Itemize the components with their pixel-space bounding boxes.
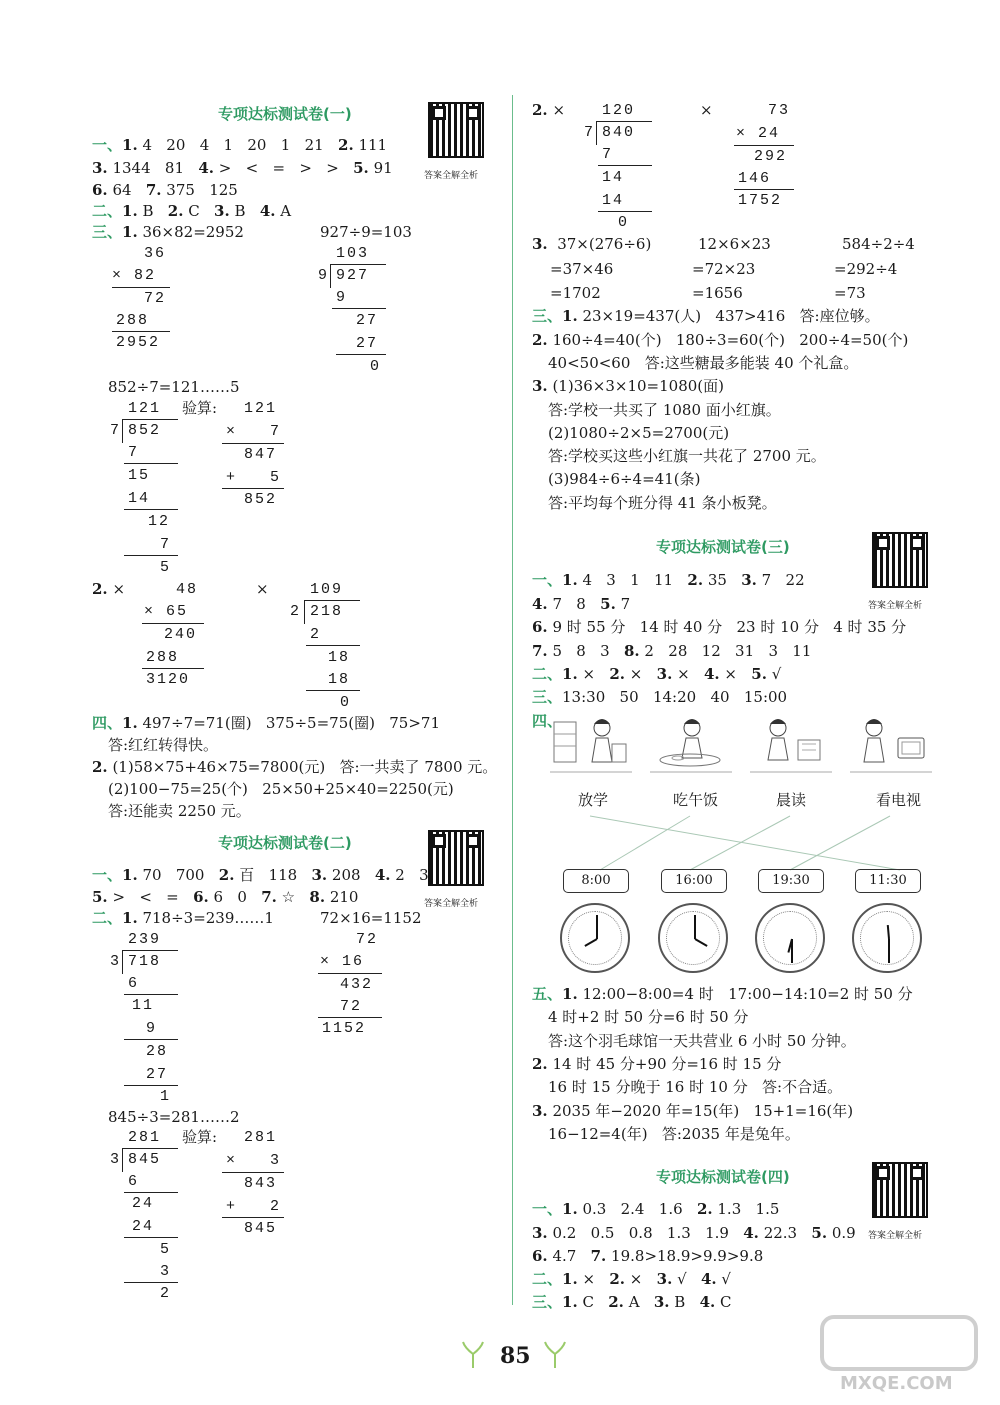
calc-digit: + 5 bbox=[226, 469, 282, 486]
calc-digit: 843 bbox=[244, 1175, 278, 1192]
calc-line bbox=[122, 1148, 178, 1149]
calc-line bbox=[122, 950, 178, 951]
calc-digit: 11 bbox=[132, 997, 155, 1014]
page-number: 85 bbox=[500, 1343, 531, 1369]
calc-digit: 3120 bbox=[146, 671, 191, 688]
clock-face-icon bbox=[560, 903, 630, 973]
calc-digit: 288 bbox=[146, 649, 180, 666]
answer-line: =72×23 bbox=[692, 260, 756, 278]
picture-label: 吃午饭 bbox=[673, 791, 719, 809]
calc-digit: 1 bbox=[160, 1088, 172, 1105]
calc-digit: 6 bbox=[128, 975, 140, 992]
answer-line: (2)1080÷2×5=2700(元) bbox=[548, 424, 730, 442]
calc-line bbox=[124, 555, 178, 556]
calc-digit: 72 bbox=[144, 290, 167, 307]
answer-line: 852÷7=121……5 bbox=[108, 378, 240, 396]
calc-digit: × 7 bbox=[226, 423, 282, 440]
calc-digit: × 3 bbox=[226, 1152, 282, 1169]
answer-line: 一、1. 4 20 4 1 20 1 21 2. 111 bbox=[92, 136, 388, 154]
calc-digit: 12 bbox=[148, 513, 171, 530]
calc-digit: 2952 bbox=[116, 334, 161, 351]
answer-line: 584÷2÷4 bbox=[842, 235, 915, 253]
answer-line: 五、1. 12:00−8:00=4 时 17:00−14:10=2 时 50 分 bbox=[532, 985, 913, 1003]
test-title-3: 专项达标测试卷(三) bbox=[656, 538, 790, 556]
calc-line bbox=[222, 1217, 284, 1218]
calc-digit: 0 bbox=[370, 358, 382, 375]
calc-digit: 288 bbox=[116, 312, 150, 329]
calc-line bbox=[734, 145, 794, 146]
calc-line bbox=[142, 623, 204, 624]
calc-digit: 109 bbox=[310, 581, 344, 598]
morning-reading-illustration bbox=[748, 714, 834, 776]
answer-line: 2. × bbox=[532, 101, 566, 119]
calc-digit: 845 bbox=[244, 1220, 278, 1237]
calc-line bbox=[124, 1192, 178, 1193]
calc-line bbox=[124, 1282, 178, 1283]
calc-digit: 36 bbox=[144, 245, 167, 262]
test-title-4: 专项达标测试卷(四) bbox=[656, 1168, 790, 1186]
calc-digit: 2 bbox=[160, 1285, 172, 1302]
picture-label: 晨读 bbox=[776, 791, 807, 809]
answer-line: 6. 4.7 7. 19.8>18.9>9.9>9.8 bbox=[532, 1247, 764, 1265]
calc-digit: 1152 bbox=[322, 1020, 367, 1037]
calc-line bbox=[222, 488, 284, 489]
calc-line bbox=[596, 121, 597, 145]
calc-digit: 218 bbox=[310, 603, 344, 620]
calc-line bbox=[306, 645, 360, 646]
calc-line bbox=[124, 463, 178, 464]
answer-line: 三、1. 23×19=437(人) 437>416 答:座位够。 bbox=[532, 307, 880, 325]
calc-line bbox=[734, 189, 794, 190]
qr-code-2[interactable] bbox=[428, 830, 484, 886]
calc-digit: 28 bbox=[146, 1043, 169, 1060]
calc-digit: 281 bbox=[128, 1129, 162, 1146]
calc-digit: + 2 bbox=[226, 1198, 282, 1215]
qr-caption-1: 答案全解全析 bbox=[424, 171, 479, 181]
qr-caption-3: 答案全解全析 bbox=[868, 601, 923, 611]
calc-digit: 48 bbox=[176, 581, 199, 598]
answer-line: 12×6×23 bbox=[698, 235, 771, 253]
calc-line bbox=[332, 308, 386, 309]
calc-digit: × 65 bbox=[144, 603, 189, 620]
calc-digit: 7 bbox=[128, 444, 140, 461]
calc-digit: × 82 bbox=[112, 267, 157, 284]
answer-line: 5. > < = 6. 6 0 7. ☆ 8. 210 bbox=[92, 888, 359, 906]
calc-line bbox=[222, 1172, 284, 1173]
calc-digit: 27 bbox=[146, 1066, 169, 1083]
answer-line: =37×46 bbox=[550, 260, 614, 278]
lunch-illustration bbox=[648, 714, 734, 776]
calc-digit: 6 bbox=[128, 1173, 140, 1190]
calc-line bbox=[122, 419, 123, 443]
calc-digit: 7 bbox=[602, 146, 614, 163]
section-label: 四、 bbox=[532, 712, 563, 730]
calc-line bbox=[318, 1017, 382, 1018]
calc-digit: 120 bbox=[602, 102, 636, 119]
calc-line bbox=[222, 443, 284, 444]
calc-digit: 0 bbox=[618, 214, 630, 231]
check-label: 验算: bbox=[182, 1128, 218, 1146]
calc-digit: 852 bbox=[244, 491, 278, 508]
answer-line: (2)100−75=25(个) 25×50+25×40=2250(元) bbox=[108, 780, 454, 798]
calc-digit: 73 bbox=[768, 102, 791, 119]
calc-digit: 14 bbox=[128, 490, 151, 507]
answer-line: 2. 14 时 45 分+90 分=16 时 15 分 bbox=[532, 1055, 782, 1073]
leaf-ornament-icon bbox=[458, 1340, 488, 1370]
answer-line: 3. 0.2 0.5 0.8 1.3 1.9 4. 22.3 5. 0.9 bbox=[532, 1224, 856, 1242]
calc-digit: × 16 bbox=[320, 953, 365, 970]
calc-digit: 240 bbox=[164, 626, 198, 643]
calc-digit: 292 bbox=[754, 148, 788, 165]
calc-line bbox=[122, 1148, 123, 1172]
calc-line bbox=[124, 1085, 178, 1086]
calc-digit: 24 bbox=[132, 1218, 155, 1235]
test-title-2: 专项达标测试卷(二) bbox=[218, 834, 352, 852]
answer-line: =1656 bbox=[692, 284, 743, 302]
picture-label: 看电视 bbox=[876, 791, 922, 809]
answer-line: 答:学校买这些小红旗一共花了 2700 元。 bbox=[548, 447, 826, 465]
calc-line bbox=[122, 950, 123, 974]
calc-digit: 24 bbox=[132, 1195, 155, 1212]
after-school-illustration bbox=[548, 714, 634, 776]
calc-line bbox=[112, 331, 170, 332]
leaf-ornament-icon bbox=[540, 1340, 570, 1370]
column-divider bbox=[512, 95, 513, 1305]
calc-line bbox=[330, 264, 331, 288]
calc-line bbox=[122, 419, 178, 420]
calc-line bbox=[124, 509, 178, 510]
calc-line bbox=[304, 600, 360, 601]
calc-digit: 27 bbox=[356, 312, 379, 329]
answer-line: × bbox=[256, 580, 269, 598]
clock-face-icon bbox=[852, 903, 922, 973]
calc-line bbox=[336, 354, 386, 355]
calc-digit: 2 bbox=[310, 626, 322, 643]
answer-line: 4 时+2 时 50 分=6 时 50 分 bbox=[548, 1008, 749, 1026]
calc-line bbox=[596, 121, 652, 122]
answer-line: 二、1. B 2. C 3. B 4. A bbox=[92, 202, 292, 220]
answer-line: 40<50<60 答:这些糖最多能装 40 个礼盒。 bbox=[548, 354, 859, 372]
calc-line bbox=[306, 690, 360, 691]
check-label: 验算: bbox=[182, 399, 218, 417]
calc-digit: 5 bbox=[160, 559, 172, 576]
calc-digit: 847 bbox=[244, 446, 278, 463]
answer-line: 答:学校一共买了 1080 面小红旗。 bbox=[548, 401, 781, 419]
matching-lines bbox=[540, 812, 960, 874]
calc-line bbox=[124, 994, 178, 995]
test-title-1: 专项达标测试卷(一) bbox=[218, 105, 352, 123]
calc-digit: 72 bbox=[356, 931, 379, 948]
answer-line: 3. 1344 81 4. > < = > > 5. 91 bbox=[92, 159, 393, 177]
calc-digit: 14 bbox=[602, 169, 625, 186]
calc-digit: 9 bbox=[318, 267, 330, 284]
answer-line: =1702 bbox=[550, 284, 601, 302]
answer-line: =292÷4 bbox=[834, 260, 898, 278]
calc-digit: 7 bbox=[110, 422, 122, 439]
calc-digit: 3 bbox=[110, 1151, 122, 1168]
answer-line: 6. 64 7. 375 125 bbox=[92, 181, 238, 199]
calc-digit: 2 bbox=[290, 603, 302, 620]
calc-digit: 7 bbox=[160, 536, 172, 553]
calc-line bbox=[318, 973, 382, 974]
answer-line: 6. 9 时 55 分 14 时 40 分 23 时 10 分 4 时 35 分 bbox=[532, 618, 907, 636]
calc-line bbox=[598, 211, 652, 212]
time-label: 19:30 bbox=[758, 869, 824, 893]
answer-line: (3)984÷6÷4=41(条) bbox=[548, 470, 701, 488]
calc-digit: 9 bbox=[146, 1020, 158, 1037]
answer-line: 2. 160÷4=40(个) 180÷3=60(个) 200÷4=50(个) bbox=[532, 331, 909, 349]
calc-digit: 840 bbox=[602, 124, 636, 141]
answer-line: × bbox=[700, 101, 713, 119]
calc-digit: 146 bbox=[738, 170, 772, 187]
answer-line: 答:平均每个班分得 41 条小板凳。 bbox=[548, 494, 777, 512]
calc-digit: 1752 bbox=[738, 192, 783, 209]
answer-line: =73 bbox=[834, 284, 866, 302]
time-label: 8:00 bbox=[563, 869, 629, 893]
time-label: 16:00 bbox=[661, 869, 727, 893]
calc-line bbox=[142, 668, 204, 669]
calc-digit: 18 bbox=[328, 671, 351, 688]
calc-digit: 5 bbox=[160, 1241, 172, 1258]
answer-line: 72×16=1152 bbox=[320, 909, 422, 927]
answer-line: 927÷9=103 bbox=[320, 223, 412, 241]
calc-digit: 103 bbox=[336, 245, 370, 262]
calc-line bbox=[124, 1237, 178, 1238]
answer-line: 3. (1)36×3×10=1080(面) bbox=[532, 377, 724, 395]
qr-code-4[interactable] bbox=[872, 1162, 928, 1218]
calc-digit: 7 bbox=[584, 124, 596, 141]
calc-digit: 121 bbox=[244, 400, 278, 417]
watermark-logo: MXQE.COM bbox=[820, 1315, 980, 1395]
calc-digit: 72 bbox=[340, 998, 363, 1015]
calc-line bbox=[304, 600, 305, 624]
calc-line bbox=[598, 165, 652, 166]
answer-line: 二、1. × 2. × 3. √ 4. √ bbox=[532, 1270, 731, 1288]
calc-line bbox=[112, 287, 170, 288]
calc-digit: 14 bbox=[602, 192, 625, 209]
answer-line: 四、1. 497÷7=71(圈) 375÷5=75(圈) 75>71 bbox=[92, 714, 441, 732]
answer-line: 三、13:30 50 14:20 40 15:00 bbox=[532, 688, 788, 706]
calc-digit: 927 bbox=[336, 267, 370, 284]
calc-digit: × 24 bbox=[736, 125, 781, 142]
answer-line: 一、1. 70 700 2. 百 118 3. 208 4. 2 3 bbox=[92, 866, 429, 884]
answer-line: 一、1. 0.3 2.4 1.6 2. 1.3 1.5 bbox=[532, 1200, 780, 1218]
qr-caption-4: 答案全解全析 bbox=[868, 1231, 923, 1241]
calc-digit: 9 bbox=[336, 289, 348, 306]
calc-digit: 27 bbox=[356, 335, 379, 352]
clock-face-icon bbox=[658, 903, 728, 973]
calc-line bbox=[124, 1039, 178, 1040]
answer-line: 答:还能卖 2250 元。 bbox=[108, 802, 251, 820]
answer-line: 3. 37×(276÷6) bbox=[532, 235, 652, 253]
answer-line: 3. 2035 年−2020 年=15(年) 15+1=16(年) bbox=[532, 1102, 854, 1120]
calc-digit: 121 bbox=[128, 400, 162, 417]
calc-digit: 18 bbox=[328, 649, 351, 666]
answer-line: 答:这个羽毛球馆一天共营业 6 小时 50 分钟。 bbox=[548, 1032, 856, 1050]
picture-label: 放学 bbox=[578, 791, 609, 809]
answer-line: 4. 7 8 5. 7 bbox=[532, 595, 631, 613]
answer-line: 三、1. 36×82=2952 bbox=[92, 223, 244, 241]
qr-code-1[interactable] bbox=[428, 102, 484, 158]
answer-line: 二、1. × 2. × 3. × 4. × 5. √ bbox=[532, 665, 782, 683]
answer-line: 7. 5 8 3 8. 2 28 12 31 3 11 bbox=[532, 642, 812, 660]
calc-digit: 15 bbox=[128, 467, 151, 484]
calc-digit: 845 bbox=[128, 1151, 162, 1168]
answer-line: 2. × bbox=[92, 580, 126, 598]
answer-line: 答:红红转得快。 bbox=[108, 736, 219, 754]
calc-digit: 718 bbox=[128, 953, 162, 970]
calc-digit: 3 bbox=[160, 1263, 172, 1280]
calc-digit: 0 bbox=[340, 694, 352, 711]
answer-line: 2. (1)58×75+46×75=7800(元) 答:一共卖了 7800 元。 bbox=[92, 758, 498, 776]
calc-digit: 3 bbox=[110, 953, 122, 970]
qr-code-3[interactable] bbox=[872, 532, 928, 588]
answer-line: 二、1. 718÷3=239……1 bbox=[92, 909, 274, 927]
qr-caption-2: 答案全解全析 bbox=[424, 899, 479, 909]
answer-line: 16−12=4(年) 答:2035 年是兔年。 bbox=[548, 1125, 800, 1143]
answer-line: 16 时 15 分晚于 16 时 10 分 答:不合适。 bbox=[548, 1078, 843, 1096]
answer-line: 一、1. 4 3 1 11 2. 35 3. 7 22 bbox=[532, 571, 805, 589]
answer-line: 三、1. C 2. A 3. B 4. C bbox=[532, 1293, 732, 1311]
answer-line: 845÷3=281……2 bbox=[108, 1108, 240, 1126]
calc-digit: 281 bbox=[244, 1129, 278, 1146]
calc-line bbox=[330, 264, 386, 265]
calc-digit: 432 bbox=[340, 976, 374, 993]
watching-tv-illustration bbox=[848, 714, 934, 776]
time-label: 11:30 bbox=[855, 869, 921, 893]
calc-digit: 852 bbox=[128, 422, 162, 439]
clock-face-icon bbox=[755, 903, 825, 973]
calc-digit: 239 bbox=[128, 931, 162, 948]
